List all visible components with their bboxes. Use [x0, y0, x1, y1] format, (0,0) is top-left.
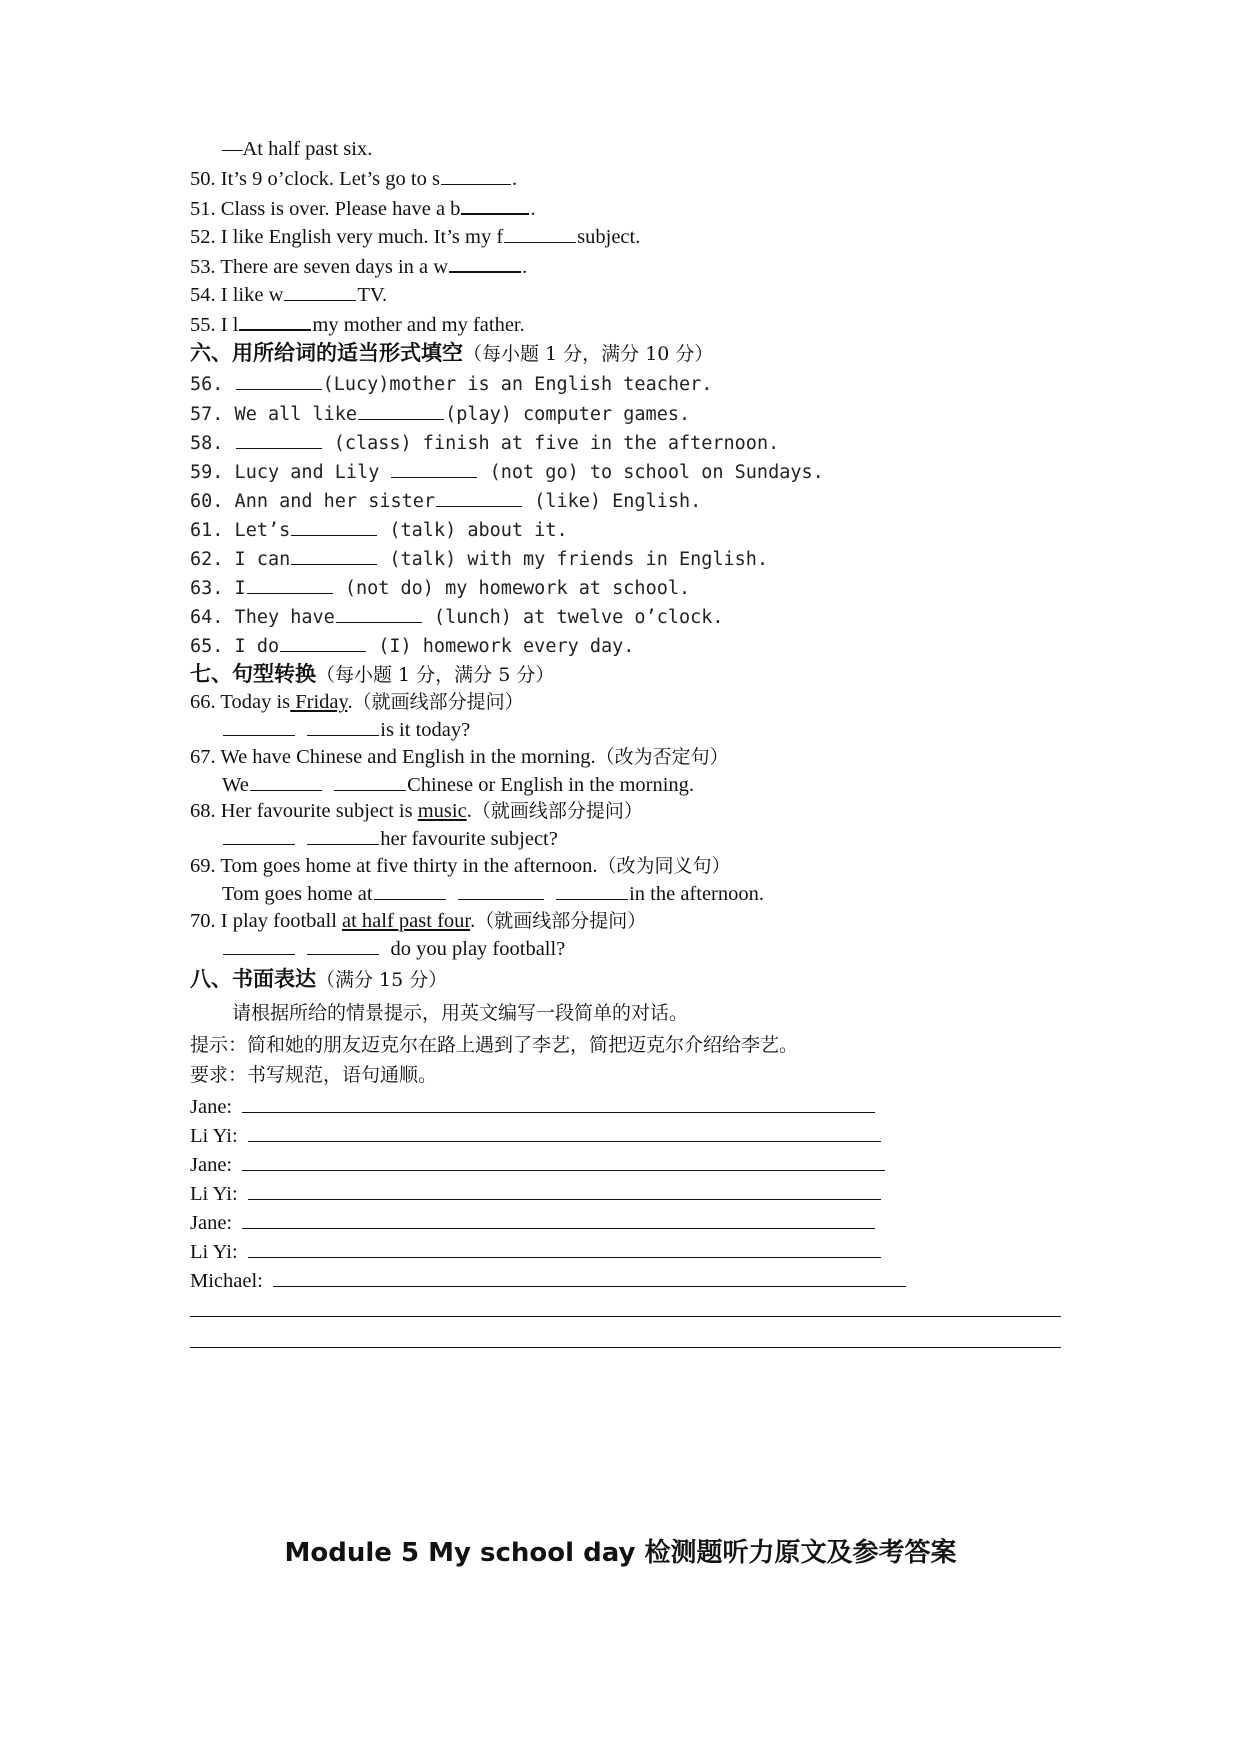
question-64: 64. They have (lunch) at twelve o’clock. [190, 603, 724, 631]
answer-key-title: Module 5 My school day 检测题听力原文及参考答案 [284, 1538, 957, 1568]
question-63: 63. I (not do) my homework at school. [190, 574, 690, 602]
question-57: 57. We all like (play) computer games. [190, 400, 690, 428]
question-68-answer: her favourite subject? [222, 825, 558, 852]
writing-rule [190, 1347, 1061, 1348]
question-66-answer: is it today? [222, 716, 470, 743]
dialogue-line: Li Yi: [190, 1121, 881, 1149]
writing-instruction: 请根据所给的情景提示，用英文编写一段简单的对话。 [232, 1002, 689, 1024]
dialogue-line: Li Yi: [190, 1237, 881, 1265]
question-52: 52. I like English very much. It’s my f subject. [190, 223, 640, 250]
question-53: 53. There are seven days in a w . [190, 252, 527, 280]
question-56: 56. (Lucy)mother is an English teacher. [190, 370, 712, 398]
answer-line: —At half past six. [222, 138, 373, 160]
question-62: 62. I can (talk) with my friends in English. [190, 545, 768, 573]
question-70-answer: do you play football? [222, 935, 565, 962]
question-61: 61. Let’s (talk) about it. [190, 516, 568, 544]
section-8-heading: 八、书面表达（满分 15 分） [190, 967, 448, 991]
section-6-heading: 六、用所给词的适当形式填空（每小题 1 分，满分 10 分） [190, 341, 714, 365]
question-66: 66. Today is Friday.（就画线部分提问） [190, 691, 524, 713]
dialogue-line: Jane: [190, 1150, 885, 1178]
question-70: 70. I play football at half past four.（就画线部分提问） [190, 910, 647, 932]
dialogue-line: Michael: [190, 1266, 906, 1294]
question-69-answer: Tom goes home at in the afternoon. [222, 880, 764, 907]
question-58: 58. (class) finish at five in the afternoon. [190, 429, 779, 457]
writing-rule [190, 1316, 1061, 1317]
writing-hint: 提示：简和她的朋友迈克尔在路上遇到了李艺，简把迈克尔介绍给李艺。 [190, 1034, 799, 1056]
question-50: 50. It’s 9 o’clock. Let’s go to s . [190, 165, 517, 192]
question-69: 69. Tom goes home at five thirty in the afternoon.（改为同义句） [190, 855, 731, 877]
dialogue-line: Li Yi: [190, 1179, 881, 1207]
section-7-heading: 七、句型转换（每小题 1 分，满分 5 分） [190, 662, 555, 686]
question-54: 54. I like w TV. [190, 281, 387, 308]
dialogue-line: Jane: [190, 1208, 875, 1236]
question-60: 60. Ann and her sister (like) English. [190, 487, 701, 515]
question-55: 55. I l my mother and my father. [190, 310, 525, 338]
question-67: 67. We have Chinese and English in the morning.（改为否定句） [190, 746, 729, 768]
question-68: 68. Her favourite subject is music.（就画线部分提问） [190, 800, 643, 822]
question-65: 65. I do (I) homework every day. [190, 632, 634, 660]
question-59: 59. Lucy and Lily (not go) to school on Sundays. [190, 458, 824, 486]
question-67-answer: We Chinese or English in the morning. [222, 771, 694, 798]
question-51: 51. Class is over. Please have a b . [190, 194, 536, 222]
dialogue-line: Jane: [190, 1092, 875, 1120]
writing-requirement: 要求：书写规范，语句通顺。 [190, 1064, 438, 1086]
